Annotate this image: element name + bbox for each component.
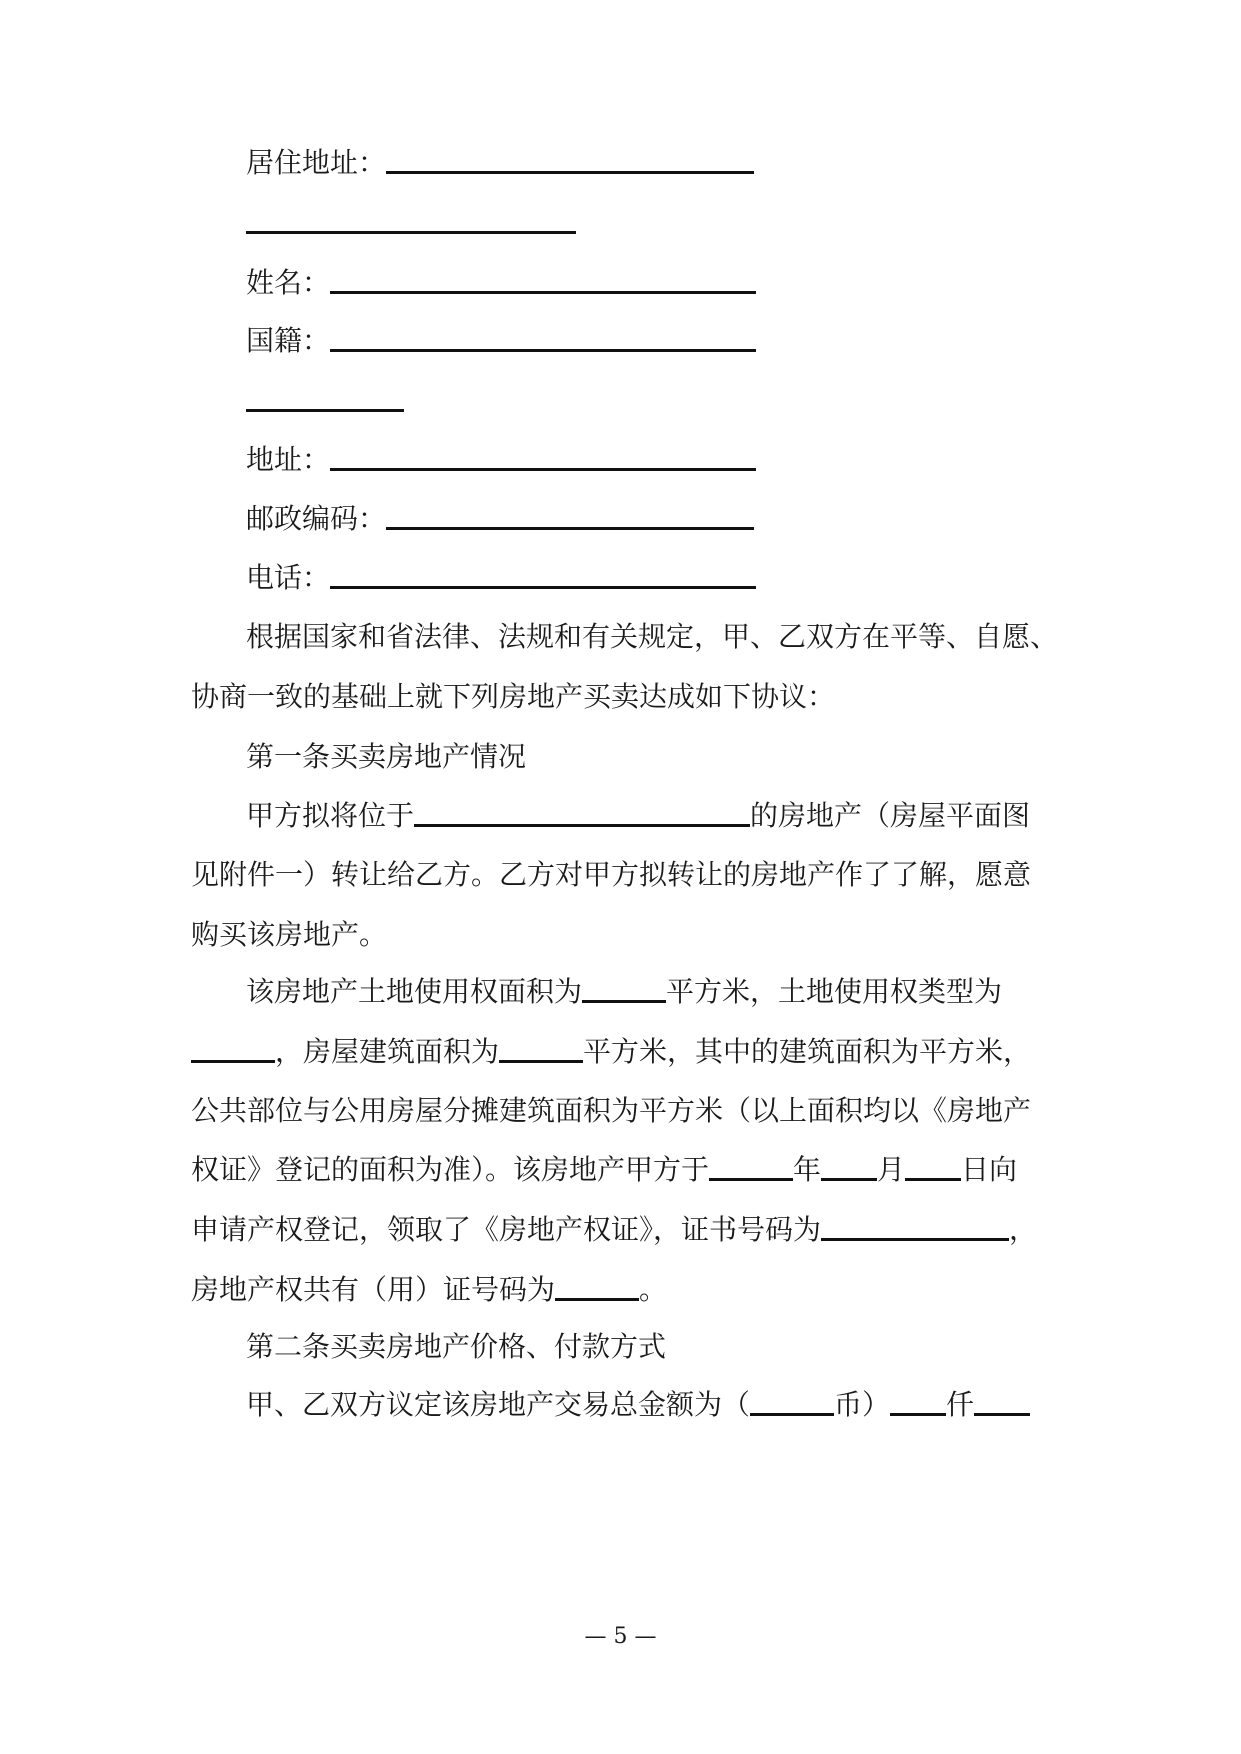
nationality-blank[interactable] <box>330 325 756 352</box>
amount-blank-1[interactable] <box>890 1389 946 1416</box>
postal-code-label: 邮政编码： <box>246 502 387 535</box>
nationality-row <box>246 321 1116 361</box>
article-1-p2-text-g: 申请产权登记，领取了《房地产权证》，证书号码为 <box>191 1213 822 1246</box>
land-area-blank[interactable] <box>582 976 666 1003</box>
name-row <box>246 263 1116 303</box>
address-row <box>246 440 1116 480</box>
postal-code-row <box>246 499 1116 539</box>
article-1-p1-line2: 见附件一）转让给乙方。乙方对甲方拟转让的房地产作了了解，愿意 <box>191 858 1032 891</box>
property-location-blank[interactable] <box>414 800 750 827</box>
article-1-p2-text-a: 该房地产土地使用权面积为 <box>246 975 583 1008</box>
article-1-p2-comma: ， <box>1009 1213 1038 1246</box>
currency-blank[interactable] <box>750 1389 834 1416</box>
article-1-p2-text-d: 平方米，其中的建筑面积为平方米， <box>583 1035 1032 1068</box>
residence-address-blank[interactable] <box>386 147 754 174</box>
building-area-blank[interactable] <box>499 1036 583 1063</box>
name-label: 姓名： <box>246 266 331 299</box>
amount-blank-2[interactable] <box>974 1389 1030 1416</box>
article-2-p1-line1 <box>246 1385 1116 1425</box>
article-1-p1-text-a: 甲方拟将位于 <box>246 799 415 832</box>
phone-row <box>246 558 1116 598</box>
article-1-p2-text-e: 权证》登记的面积为准）。该房地产甲方于 <box>191 1153 710 1186</box>
article-1-p2-line6 <box>191 1270 1061 1310</box>
article-1-p1-line1 <box>246 796 1116 836</box>
article-1-p2-text-f: 日向 <box>961 1153 1018 1186</box>
article-2-p1-text-b: 币） <box>834 1388 891 1421</box>
residence-address-row <box>246 143 1116 183</box>
residence-address-blank-2[interactable] <box>246 207 576 234</box>
name-blank[interactable] <box>330 267 756 294</box>
article-1-p2-text-b: 平方米，土地使用权类型为 <box>666 975 1003 1008</box>
article-1-p2-text-c: ，房屋建筑面积为 <box>275 1035 500 1068</box>
page-number: — 5 — <box>584 1624 657 1649</box>
phone-blank[interactable] <box>330 562 756 589</box>
month-label: 月 <box>877 1153 906 1186</box>
article-2-p1-text-c: 仟 <box>946 1388 975 1421</box>
preamble-line-2: 协商一致的基础上就下列房地产买卖达成如下协议： <box>191 680 836 713</box>
address-blank[interactable] <box>330 444 756 471</box>
article-1-p1-line3: 购买该房地产。 <box>191 918 388 951</box>
article-1-p2-text-h: 房地产权共有（用）证号码为 <box>191 1273 556 1306</box>
certificate-number-blank[interactable] <box>821 1214 1009 1241</box>
postal-code-blank[interactable] <box>386 503 754 530</box>
article-2-p1-text-a: 甲、乙双方议定该房地产交易总金额为（ <box>246 1388 751 1421</box>
article-2-title: 第二条买卖房地产价格、付款方式 <box>246 1330 667 1363</box>
month-blank[interactable] <box>821 1154 877 1181</box>
nationality-label: 国籍： <box>246 324 331 357</box>
phone-label: 电话： <box>246 561 331 594</box>
article-1-p1-text-b: 的房地产（房屋平面图 <box>750 799 1031 832</box>
article-1-p2-line4 <box>191 1150 1061 1190</box>
residence-address-label: 居住地址： <box>246 146 387 179</box>
article-1-p2-line1 <box>246 972 1116 1012</box>
article-1-p2-line2 <box>191 1032 1061 1072</box>
address-label: 地址： <box>246 443 331 476</box>
nationality-blank-2[interactable] <box>246 385 404 412</box>
article-1-title: 第一条买卖房地产情况 <box>246 740 527 773</box>
co-ownership-number-blank[interactable] <box>555 1274 639 1301</box>
year-label: 年 <box>793 1153 822 1186</box>
residence-address-continuation <box>246 203 1116 243</box>
nationality-continuation <box>246 381 1116 421</box>
article-1-p2-line3: 公共部位与公用房屋分摊建筑面积为平方米（以上面积均以《房地产 <box>191 1094 1032 1127</box>
preamble-line-1: 根据国家和省法律、法规和有关规定，甲、乙双方在平等、自愿、 <box>246 620 1059 653</box>
article-1-p2-period: 。 <box>639 1273 668 1306</box>
land-use-type-blank[interactable] <box>191 1036 275 1063</box>
article-1-p2-line5 <box>191 1210 1061 1250</box>
day-blank[interactable] <box>905 1154 961 1181</box>
year-blank[interactable] <box>709 1154 793 1181</box>
